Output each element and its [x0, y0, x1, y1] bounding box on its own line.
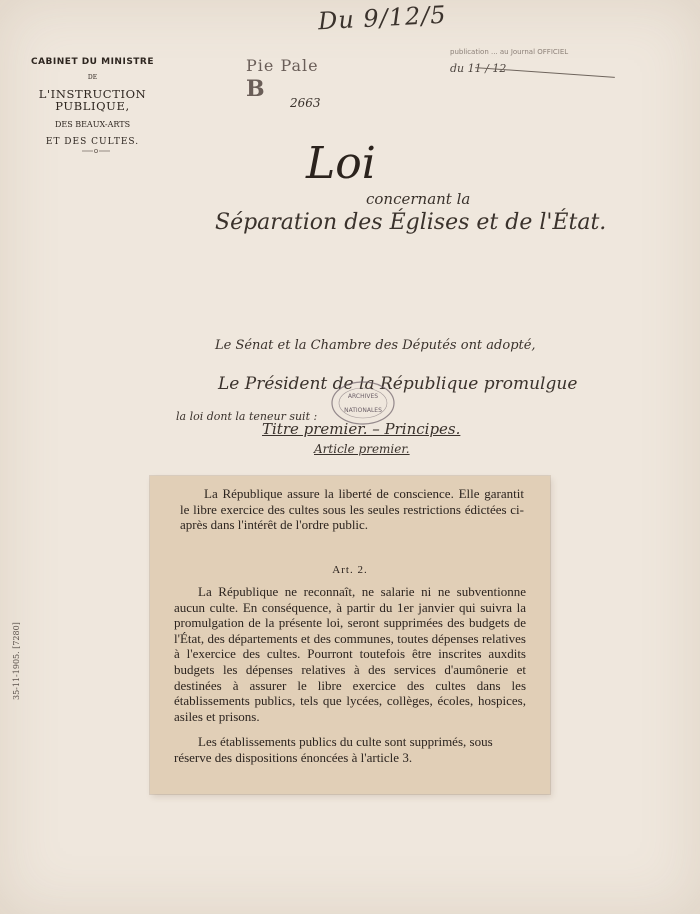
- stamp-bottom-text: NATIONALES: [344, 407, 382, 414]
- series-stamp: [246, 58, 319, 100]
- ministry-line-3: L'INSTRUCTION PUBLIQUE,: [38, 87, 147, 113]
- margin-reference: 35-11-1905. [7280]: [12, 622, 21, 700]
- article-2-text-continued: Les établissements publics du culte sont supprimés, sous réserve des dispositions énoncées à l'article 3.: [174, 734, 493, 765]
- archives-nationales-stamp: [330, 380, 396, 426]
- date-annotation: Du 9/12/5: [317, 0, 448, 36]
- ministry-line-2: DE: [87, 74, 98, 81]
- article-1-text: La République assure la liberté de conscience. Elle garantit le libre exercice des cultes sous les seules restrictions édictées ci-après dans l'intérêt de l'ordre public.: [180, 486, 524, 533]
- document-number: 2663: [290, 96, 321, 110]
- title-heading: Titre premier. – Principes.: [262, 420, 461, 438]
- enacting-line-1: Le Sénat et la Chambre des Députés ont adopté,: [215, 338, 536, 353]
- article-heading: Article premier.: [314, 442, 410, 456]
- title-subject: Séparation des Églises et de l'État.: [215, 210, 607, 235]
- ministry-letterhead: [10, 58, 175, 147]
- article-2-heading: Art. 2.: [332, 564, 368, 576]
- title-concerning: concernant la: [366, 190, 471, 208]
- ministry-line-4: DES BEAUX-ARTS: [54, 120, 131, 129]
- ministry-line-5: ET DES CULTES.: [45, 137, 140, 147]
- series-label: Pie Pale: [246, 56, 319, 75]
- ornament-divider: [80, 148, 112, 154]
- ministry-line-1: CABINET DU MINISTRE: [30, 57, 155, 67]
- pasted-printed-slip: [150, 476, 550, 794]
- stamp-top-text: ARCHIVES: [347, 393, 379, 400]
- publication-date: du 11 / 12: [450, 62, 507, 75]
- article-2-text: La République ne reconnaît, ne salarie ni ne subventionne aucun culte. En conséquence, à partir du 1er janvier qui suivra la promulgation de la présente loi, seront supprimées des budgets de l'État, des départements et des communes, toutes dépenses relatives à l'exercice des cultes. Pourront toutefois être inscrites auxdits budgets les dépenses relatives à des services d'aumônerie et destinées à assurer le libre exercice des cultes dans les établissements publics, tels que lycées, collèges, écoles, hospices, asiles et prisons.: [174, 584, 526, 724]
- publication-label: publication ... au Journal OFFICIEL: [450, 48, 569, 56]
- series-code: B: [246, 76, 265, 102]
- document-title: Loi: [306, 138, 376, 189]
- enacting-line-2: Le Président de la République promulgue: [218, 374, 578, 394]
- enacting-line-3: la loi dont la teneur suit :: [176, 410, 318, 423]
